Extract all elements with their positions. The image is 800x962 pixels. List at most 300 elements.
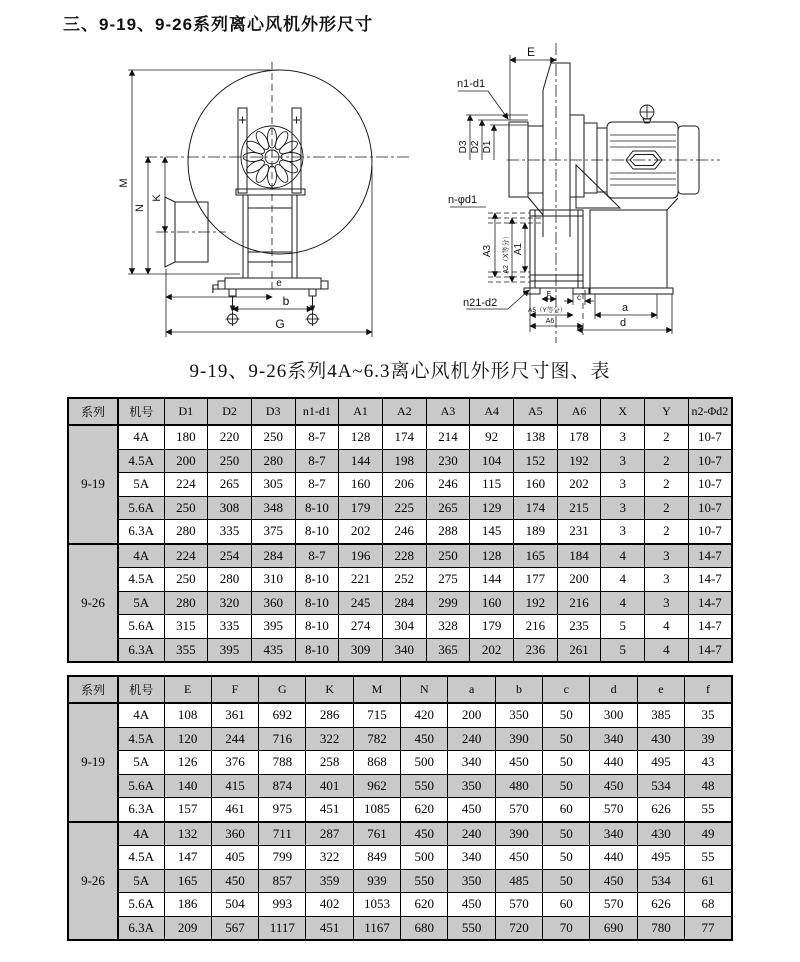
- value-cell: 874: [259, 774, 306, 798]
- table-row: [68, 703, 732, 727]
- value-cell: 340: [590, 727, 637, 751]
- value-cell: 680: [401, 916, 448, 940]
- table-row: [68, 822, 732, 846]
- value-cell: 14-7: [688, 591, 732, 615]
- value-cell: 4: [601, 591, 645, 615]
- value-cell: 450: [401, 727, 448, 751]
- value-cell: 534: [637, 869, 684, 893]
- value-cell: 14-7: [688, 568, 732, 592]
- table-row: [68, 496, 732, 520]
- value-cell: 244: [211, 727, 258, 751]
- value-cell: 761: [353, 822, 400, 846]
- value-cell: 626: [637, 798, 684, 822]
- value-cell: 160: [339, 473, 383, 497]
- column-header: D2: [208, 398, 252, 425]
- column-header: G: [259, 676, 306, 703]
- dim-label-d: d: [619, 317, 627, 329]
- model-cell: 5.6A: [118, 774, 164, 798]
- value-cell: 240: [448, 727, 495, 751]
- table-row: [68, 638, 732, 662]
- value-cell: 250: [208, 449, 252, 473]
- value-cell: 129: [470, 496, 514, 520]
- value-cell: 2: [645, 425, 689, 449]
- table-row: [68, 425, 732, 449]
- series-cell: 9-19: [68, 703, 118, 822]
- value-cell: 198: [382, 449, 426, 473]
- value-cell: 43: [685, 751, 732, 775]
- value-cell: 3: [601, 473, 645, 497]
- value-cell: 70: [543, 916, 590, 940]
- model-cell: 5A: [118, 591, 164, 615]
- value-cell: 48: [685, 774, 732, 798]
- value-cell: 550: [401, 869, 448, 893]
- value-cell: 115: [470, 473, 514, 497]
- value-cell: 485: [495, 869, 542, 893]
- value-cell: 252: [382, 568, 426, 592]
- value-cell: 216: [514, 615, 558, 639]
- value-cell: 405: [211, 846, 258, 870]
- column-header: b: [495, 676, 542, 703]
- column-header: 机号: [118, 398, 164, 425]
- value-cell: 4: [645, 638, 689, 662]
- value-cell: 60: [543, 893, 590, 917]
- dim-label-e: e: [276, 278, 282, 289]
- value-cell: 192: [557, 449, 601, 473]
- value-cell: 14-7: [688, 638, 732, 662]
- model-cell: 4A: [118, 544, 164, 568]
- value-cell: 715: [353, 703, 400, 727]
- value-cell: 250: [164, 568, 208, 592]
- value-cell: 3: [645, 591, 689, 615]
- value-cell: 286: [306, 703, 353, 727]
- value-cell: 179: [339, 496, 383, 520]
- dim-label-A5: A5（Y等分）: [528, 307, 567, 314]
- column-header: A3: [426, 398, 470, 425]
- table-row: [68, 544, 732, 568]
- value-cell: 189: [514, 520, 558, 544]
- value-cell: 160: [514, 473, 558, 497]
- value-cell: 235: [557, 615, 601, 639]
- value-cell: 2: [645, 449, 689, 473]
- model-cell: 5.6A: [118, 615, 164, 639]
- value-cell: 350: [448, 774, 495, 798]
- value-cell: 231: [557, 520, 601, 544]
- column-header: e: [637, 676, 684, 703]
- value-cell: 50: [543, 774, 590, 798]
- column-header: A6: [557, 398, 601, 425]
- value-cell: 8-10: [295, 568, 339, 592]
- value-cell: 570: [495, 798, 542, 822]
- value-cell: 200: [448, 703, 495, 727]
- value-cell: 975: [259, 798, 306, 822]
- value-cell: 206: [382, 473, 426, 497]
- value-cell: 430: [637, 727, 684, 751]
- value-cell: 3: [645, 544, 689, 568]
- dim-label-N: N: [134, 204, 146, 212]
- model-cell: 4.5A: [118, 846, 164, 870]
- value-cell: 288: [426, 520, 470, 544]
- value-cell: 174: [514, 496, 558, 520]
- value-cell: 145: [470, 520, 514, 544]
- column-header: c: [543, 676, 590, 703]
- value-cell: 4: [601, 568, 645, 592]
- value-cell: 254: [208, 544, 252, 568]
- value-cell: 220: [208, 425, 252, 449]
- value-cell: 8-10: [295, 496, 339, 520]
- series-cell: 9-26: [68, 822, 118, 941]
- header-row: [68, 676, 732, 703]
- value-cell: 350: [448, 869, 495, 893]
- table-row: [68, 774, 732, 798]
- column-header: 系列: [68, 676, 118, 703]
- header-row: [68, 398, 732, 425]
- value-cell: 200: [557, 568, 601, 592]
- value-cell: 340: [382, 638, 426, 662]
- value-cell: 126: [164, 751, 211, 775]
- value-cell: 200: [164, 449, 208, 473]
- value-cell: 160: [470, 591, 514, 615]
- value-cell: 180: [164, 425, 208, 449]
- value-cell: 8-10: [295, 591, 339, 615]
- value-cell: 450: [448, 798, 495, 822]
- value-cell: 4: [601, 544, 645, 568]
- dim-label-F: F: [211, 282, 219, 296]
- model-cell: 4.5A: [118, 727, 164, 751]
- value-cell: 265: [208, 473, 252, 497]
- value-cell: 450: [590, 774, 637, 798]
- value-cell: 202: [470, 638, 514, 662]
- value-cell: 620: [401, 798, 448, 822]
- pedestal: [236, 189, 305, 278]
- value-cell: 224: [164, 473, 208, 497]
- value-cell: 55: [685, 798, 732, 822]
- value-cell: 35: [685, 703, 732, 727]
- dim-label-b: b: [282, 294, 290, 308]
- value-cell: 8-10: [295, 638, 339, 662]
- value-cell: 240: [448, 822, 495, 846]
- value-cell: 788: [259, 751, 306, 775]
- value-cell: 857: [259, 869, 306, 893]
- value-cell: 500: [401, 846, 448, 870]
- fan-motor-view-svg: [430, 25, 800, 355]
- model-cell: 5.6A: [118, 893, 164, 917]
- value-cell: 132: [164, 822, 211, 846]
- value-cell: 14-7: [688, 544, 732, 568]
- column-header: d: [590, 676, 637, 703]
- column-header: A2: [382, 398, 426, 425]
- base-plate: [218, 278, 328, 311]
- value-cell: 567: [211, 916, 258, 940]
- value-cell: 184: [557, 544, 601, 568]
- table-row: [68, 751, 732, 775]
- column-header: A1: [339, 398, 383, 425]
- model-cell: 4A: [118, 703, 164, 727]
- column-header: f: [685, 676, 732, 703]
- value-cell: 280: [208, 568, 252, 592]
- value-cell: 692: [259, 703, 306, 727]
- value-cell: 322: [306, 846, 353, 870]
- column-header: a: [448, 676, 495, 703]
- dim-label-A3: A3: [482, 244, 493, 258]
- value-cell: 799: [259, 846, 306, 870]
- table-row: [68, 449, 732, 473]
- value-cell: 215: [557, 496, 601, 520]
- value-cell: 395: [251, 615, 295, 639]
- value-cell: 1085: [353, 798, 400, 822]
- fan-motor-view-drawing: [430, 25, 800, 355]
- value-cell: 570: [590, 798, 637, 822]
- value-cell: 144: [339, 449, 383, 473]
- value-cell: 450: [401, 822, 448, 846]
- eyebolt-icon: [640, 105, 654, 123]
- series-cell: 9-26: [68, 544, 118, 663]
- value-cell: 355: [164, 638, 208, 662]
- value-cell: 360: [251, 591, 295, 615]
- value-cell: 228: [382, 544, 426, 568]
- value-cell: 68: [685, 893, 732, 917]
- value-cell: 395: [208, 638, 252, 662]
- dim-label-D1: D1: [482, 140, 493, 154]
- model-cell: 4A: [118, 425, 164, 449]
- column-header: Y: [645, 398, 689, 425]
- table-row: [68, 798, 732, 822]
- value-cell: 245: [339, 591, 383, 615]
- value-cell: 308: [208, 496, 252, 520]
- gusset-plate: [576, 165, 620, 208]
- value-cell: 375: [251, 520, 295, 544]
- value-cell: 5: [601, 615, 645, 639]
- value-cell: 550: [448, 916, 495, 940]
- dim-label-D3: D3: [458, 140, 469, 154]
- model-cell: 6.3A: [118, 916, 164, 940]
- column-header: E: [164, 676, 211, 703]
- value-cell: 10-7: [688, 473, 732, 497]
- value-cell: 165: [164, 869, 211, 893]
- value-cell: 495: [637, 751, 684, 775]
- column-header: D3: [251, 398, 295, 425]
- value-cell: 77: [685, 916, 732, 940]
- value-cell: 440: [590, 751, 637, 775]
- value-cell: 620: [401, 893, 448, 917]
- value-cell: 250: [251, 425, 295, 449]
- value-cell: 305: [251, 473, 295, 497]
- value-cell: 451: [306, 916, 353, 940]
- value-cell: 60: [543, 798, 590, 822]
- value-cell: 209: [164, 916, 211, 940]
- value-cell: 3: [601, 425, 645, 449]
- value-cell: 50: [543, 727, 590, 751]
- value-cell: 287: [306, 822, 353, 846]
- value-cell: 335: [208, 615, 252, 639]
- dim-label-D2: D2: [470, 140, 481, 154]
- model-cell: 4.5A: [118, 568, 164, 592]
- value-cell: 275: [426, 568, 470, 592]
- value-cell: 120: [164, 727, 211, 751]
- dim-label-n21-d2: n21-d2: [463, 297, 498, 309]
- column-header: n1-d1: [295, 398, 339, 425]
- column-header: n2-Φd2: [688, 398, 732, 425]
- dim-label-K: K: [151, 194, 163, 202]
- value-cell: 450: [448, 893, 495, 917]
- value-cell: 320: [208, 591, 252, 615]
- column-header: 系列: [68, 398, 118, 425]
- dimension-table-1: [67, 397, 733, 663]
- value-cell: 340: [448, 846, 495, 870]
- value-cell: 711: [259, 822, 306, 846]
- value-cell: 300: [590, 703, 637, 727]
- value-cell: 962: [353, 774, 400, 798]
- table-row: [68, 727, 732, 751]
- dimension-table-2: [67, 675, 733, 941]
- value-cell: 50: [543, 869, 590, 893]
- column-header: D1: [164, 398, 208, 425]
- value-cell: 780: [637, 916, 684, 940]
- value-cell: 138: [514, 425, 558, 449]
- value-cell: 350: [495, 703, 542, 727]
- dim-label-A2: A2（X等分）: [503, 232, 510, 274]
- value-cell: 128: [470, 544, 514, 568]
- model-cell: 6.3A: [118, 798, 164, 822]
- fan-casing: [509, 63, 597, 237]
- value-cell: 144: [470, 568, 514, 592]
- model-cell: 5A: [118, 751, 164, 775]
- value-cell: 5: [601, 638, 645, 662]
- value-cell: 246: [426, 473, 470, 497]
- value-cell: 390: [495, 822, 542, 846]
- value-cell: 340: [590, 822, 637, 846]
- table-row: [68, 473, 732, 497]
- value-cell: 50: [543, 822, 590, 846]
- dim-label-M: M: [118, 178, 130, 188]
- value-cell: 92: [470, 425, 514, 449]
- value-cell: 500: [401, 751, 448, 775]
- value-cell: 10-7: [688, 496, 732, 520]
- value-cell: 361: [211, 703, 258, 727]
- value-cell: 939: [353, 869, 400, 893]
- value-cell: 451: [306, 798, 353, 822]
- fan-side-view-svg: [100, 50, 430, 350]
- model-cell: 5A: [118, 473, 164, 497]
- value-cell: 570: [495, 893, 542, 917]
- value-cell: 152: [514, 449, 558, 473]
- value-cell: 2: [645, 473, 689, 497]
- column-header: M: [353, 676, 400, 703]
- value-cell: 450: [495, 751, 542, 775]
- value-cell: 348: [251, 496, 295, 520]
- value-cell: 440: [590, 846, 637, 870]
- value-cell: 147: [164, 846, 211, 870]
- model-cell: 6.3A: [118, 638, 164, 662]
- value-cell: 8-10: [295, 615, 339, 639]
- value-cell: 284: [382, 591, 426, 615]
- fan-side-view-drawing: [100, 50, 430, 350]
- value-cell: 49: [685, 822, 732, 846]
- value-cell: 224: [164, 544, 208, 568]
- value-cell: 2: [645, 496, 689, 520]
- value-cell: 8-7: [295, 449, 339, 473]
- value-cell: 365: [426, 638, 470, 662]
- value-cell: 274: [339, 615, 383, 639]
- value-cell: 236: [514, 638, 558, 662]
- value-cell: 246: [382, 520, 426, 544]
- value-cell: 570: [590, 893, 637, 917]
- value-cell: 534: [637, 774, 684, 798]
- value-cell: 250: [164, 496, 208, 520]
- value-cell: 430: [637, 822, 684, 846]
- value-cell: 868: [353, 751, 400, 775]
- value-cell: 280: [164, 520, 208, 544]
- value-cell: 504: [211, 893, 258, 917]
- value-cell: 390: [495, 727, 542, 751]
- value-cell: 258: [306, 751, 353, 775]
- support-base: [524, 198, 678, 294]
- value-cell: 3: [601, 449, 645, 473]
- dim-label-c: c: [577, 293, 581, 302]
- column-header: F: [211, 676, 258, 703]
- value-cell: 993: [259, 893, 306, 917]
- value-cell: 3: [601, 520, 645, 544]
- value-cell: 50: [543, 703, 590, 727]
- table-row: [68, 846, 732, 870]
- value-cell: 196: [339, 544, 383, 568]
- value-cell: 335: [208, 520, 252, 544]
- value-cell: 192: [514, 591, 558, 615]
- value-cell: 1117: [259, 916, 306, 940]
- dimension-table-1-wrap: [67, 397, 733, 663]
- value-cell: 128: [339, 425, 383, 449]
- value-cell: 108: [164, 703, 211, 727]
- value-cell: 461: [211, 798, 258, 822]
- dim-label-E-top: E: [526, 45, 536, 59]
- value-cell: 39: [685, 727, 732, 751]
- value-cell: 140: [164, 774, 211, 798]
- value-cell: 261: [557, 638, 601, 662]
- value-cell: 10-7: [688, 449, 732, 473]
- value-cell: 328: [426, 615, 470, 639]
- value-cell: 8-7: [295, 425, 339, 449]
- value-cell: 2: [645, 520, 689, 544]
- value-cell: 10-7: [688, 425, 732, 449]
- dim-label-E-small: E: [546, 291, 552, 298]
- value-cell: 401: [306, 774, 353, 798]
- series-cell: 9-19: [68, 425, 118, 544]
- value-cell: 359: [306, 869, 353, 893]
- dim-label-a: a: [621, 302, 629, 314]
- value-cell: 415: [211, 774, 258, 798]
- dim-label-G: G: [275, 317, 285, 331]
- value-cell: 50: [543, 751, 590, 775]
- page-title: 三、9-19、9-26系列离心风机外形尺寸: [63, 15, 374, 34]
- value-cell: 4: [645, 615, 689, 639]
- table-row: [68, 893, 732, 917]
- value-cell: 420: [401, 703, 448, 727]
- value-cell: 376: [211, 751, 258, 775]
- value-cell: 214: [426, 425, 470, 449]
- value-cell: 3: [601, 496, 645, 520]
- value-cell: 8-7: [295, 473, 339, 497]
- value-cell: 716: [259, 727, 306, 751]
- table-row: [68, 568, 732, 592]
- column-header: A5: [514, 398, 558, 425]
- value-cell: 225: [382, 496, 426, 520]
- dim-label-A1: A1: [513, 242, 524, 256]
- value-cell: 221: [339, 568, 383, 592]
- value-cell: 782: [353, 727, 400, 751]
- value-cell: 550: [401, 774, 448, 798]
- value-cell: 202: [339, 520, 383, 544]
- value-cell: 720: [495, 916, 542, 940]
- value-cell: 216: [557, 591, 601, 615]
